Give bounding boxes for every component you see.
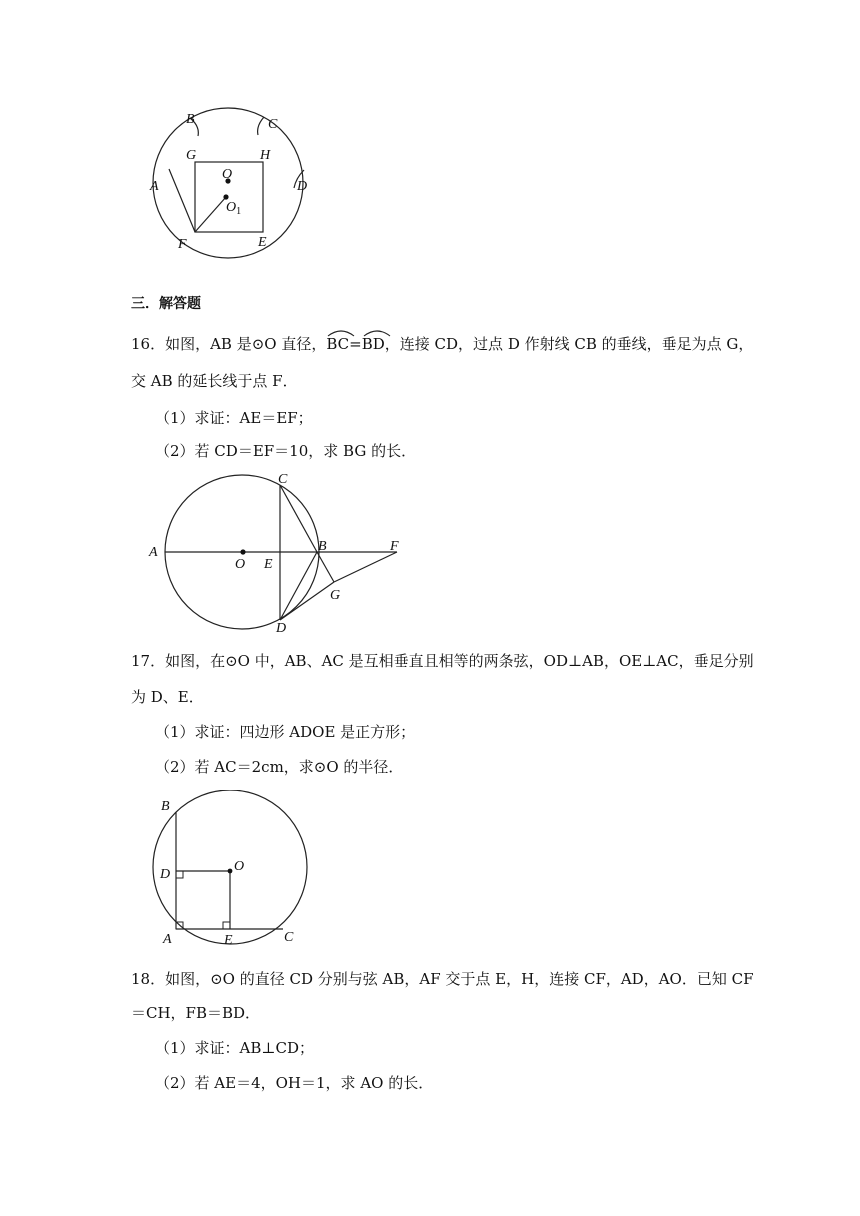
arc-bc: BC: [326, 334, 349, 354]
label-c: C: [278, 472, 288, 487]
label-a: A: [150, 179, 159, 194]
label-c: C: [284, 930, 294, 945]
figure-q17: [150, 790, 320, 950]
label-h: H: [260, 148, 271, 163]
q16-part1: （1）求证：AE＝EF；: [155, 409, 313, 427]
label-o: O: [222, 167, 233, 182]
q16-line1: 16．如图，AB 是⊙O 直径， BC= BD，连接 CD，过点 D 作射线 CB 的垂线，垂足为点 G，: [131, 334, 753, 354]
label-d: D: [160, 867, 171, 882]
label-g: G: [186, 148, 197, 163]
right-angle-d: [176, 871, 183, 878]
q18-part2: （2）若 AE＝4，OH＝1，求 AO 的长．: [155, 1074, 434, 1092]
point-o: [240, 549, 245, 554]
figure-q15: [140, 100, 320, 260]
section-title: 三．解答题: [131, 296, 201, 312]
q16-line2: 交 AB 的延长线于点 F．: [131, 372, 298, 390]
figure-q16: [140, 470, 420, 640]
q18-part1: （1）求证：AB⊥CD；: [155, 1039, 315, 1057]
label-c: C: [268, 117, 278, 132]
label-d: D: [297, 179, 308, 194]
label-d: D: [276, 621, 287, 636]
label-a: A: [149, 545, 158, 560]
q17-part1: （1）求证：四边形 ADOE 是正方形；: [155, 723, 416, 741]
segment-gf: [334, 552, 397, 582]
q17-part2: （2）若 AC＝2cm，求⊙O 的半径．: [155, 758, 404, 776]
arc-mark-c: [258, 117, 264, 135]
q17-line1: 17．如图，在⊙O 中，AB、AC 是互相垂直且相等的两条弦，OD⊥AB，OE⊥AC，垂足分别: [131, 652, 754, 670]
label-f: F: [390, 539, 399, 554]
label-f: F: [178, 237, 187, 252]
q18-line2: ＝CH，FB＝BD．: [131, 1004, 261, 1022]
right-angle-e: [223, 922, 230, 929]
q18-line1: 18．如图，⊙O 的直径 CD 分别与弦 AB，AF 交于点 E，H，连接 CF，AD，AO．已知 CF: [131, 970, 754, 988]
segment-dg: [280, 582, 334, 620]
segment-fo1: [195, 197, 226, 232]
label-o1: $O_1$: [226, 200, 242, 217]
label-o: O: [235, 557, 246, 572]
segment-bg: [317, 552, 334, 582]
label-e: E: [258, 235, 267, 250]
label-g: G: [330, 588, 341, 603]
q16-part2: （2）若 CD＝EF＝10，求 BG 的长．: [155, 442, 417, 460]
label-a: A: [163, 932, 172, 947]
label-b: B: [186, 112, 195, 127]
label-e: E: [264, 557, 273, 572]
label-o: O: [234, 859, 245, 874]
label-e: E: [224, 933, 233, 948]
label-b: B: [161, 799, 170, 814]
point-o1: [223, 194, 228, 199]
point-o: [228, 869, 233, 874]
q17-line2: 为 D、E．: [131, 688, 204, 706]
segment-af: [169, 169, 195, 232]
arc-bd: BD: [362, 334, 385, 354]
label-b: B: [318, 539, 327, 554]
